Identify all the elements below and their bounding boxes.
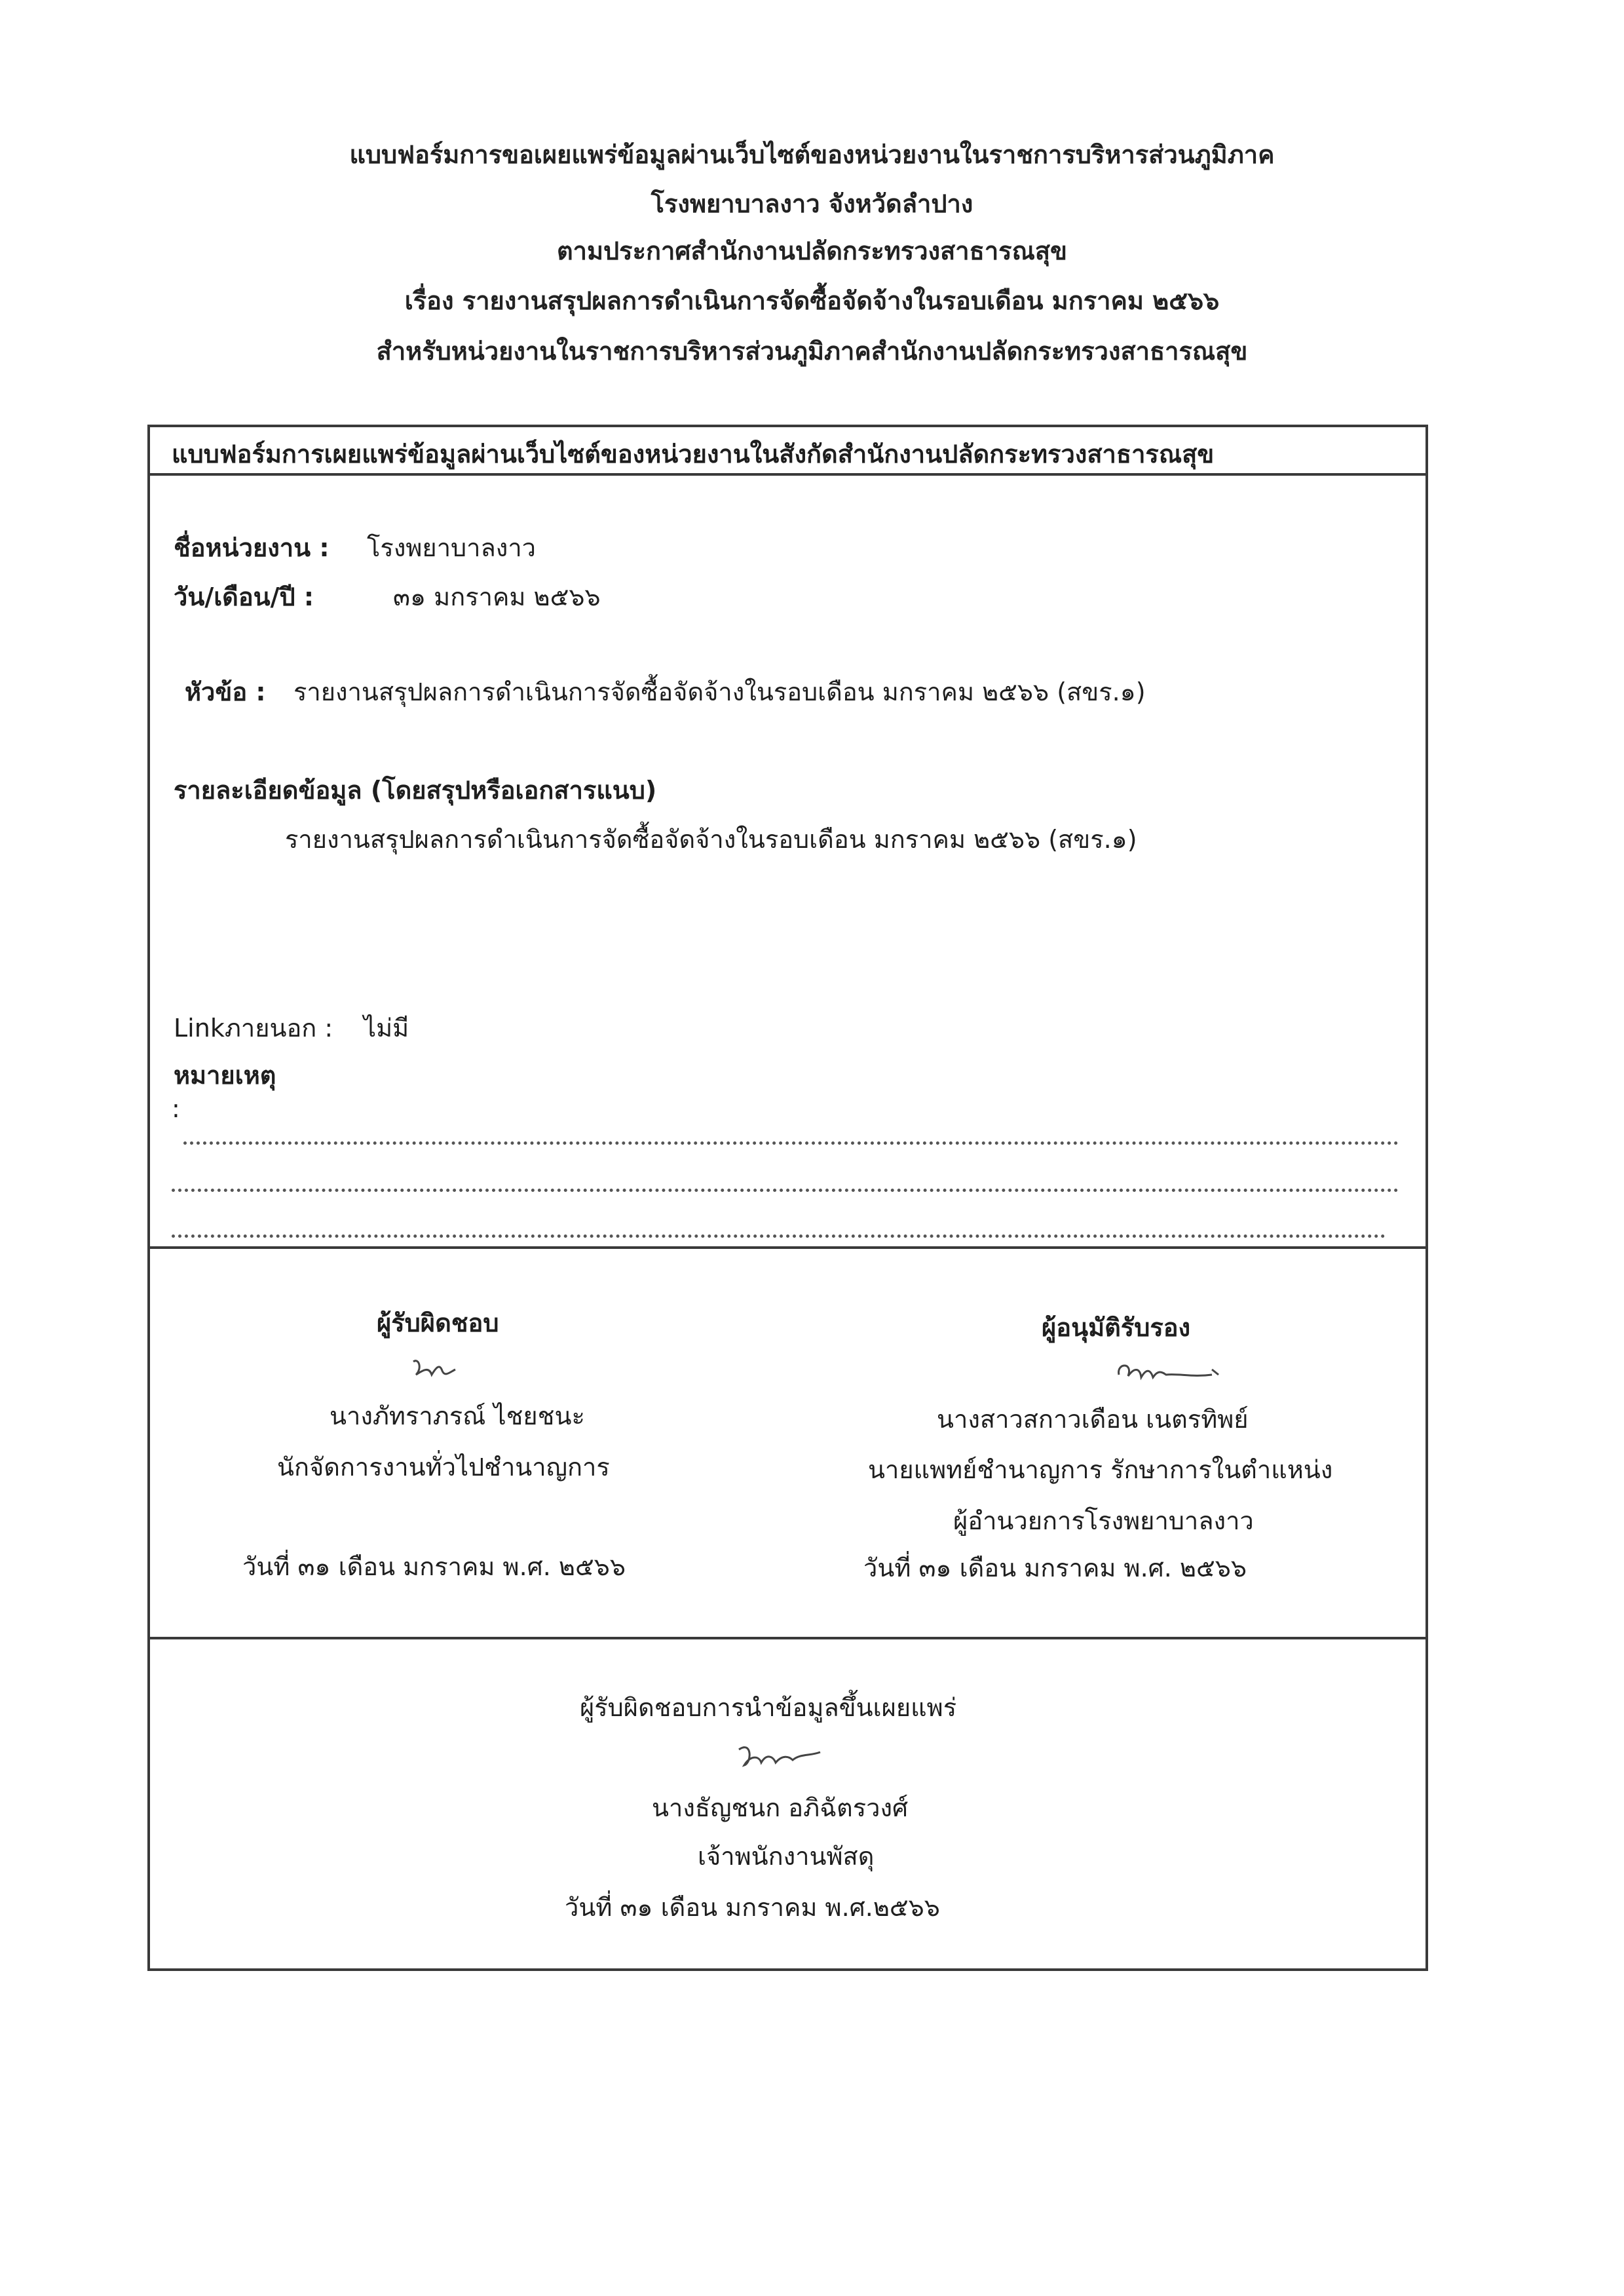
publisher-name: นางธัญชนก อภิฉัตรวงศ์ (652, 1793, 909, 1822)
remark-line-2 (172, 1189, 1399, 1192)
responsible-date: วันที่ ๓๑ เดือน มกราคม พ.ศ. ๒๕๖๖ (242, 1552, 626, 1581)
box-title: แบบฟอร์มการเผยแพร่ข้อมูลผ่านเว็บไซต์ของหน่วยงานในสังกัดสำนักงานปลัดกระทรวงสาธารณสุข (172, 440, 1215, 469)
detail-value: รายงานสรุปผลการดำเนินการจัดซื้อจัดจ้างในรอบเดือน มกราคม ๒๕๖๖ (สขร.๑) (285, 825, 1137, 854)
approver-signature (1114, 1355, 1232, 1388)
approver-heading: ผู้อนุมัติรับรอง (1042, 1313, 1191, 1342)
responsible-signature (409, 1355, 462, 1389)
link-label: Linkภายนอก : (174, 1014, 333, 1043)
detail-label: รายละเอียดข้อมูล (โดยสรุปหรือเอกสารแนบ) (174, 776, 657, 805)
remark-line-1 (183, 1141, 1399, 1145)
publisher-signature (732, 1736, 831, 1776)
header-line-3: ตามประกาศสำนักงานปลัดกระทรวงสาธารณสุข (556, 237, 1068, 265)
remark-colon: : (172, 1094, 180, 1123)
topic-value: รายงานสรุปผลการดำเนินการจัดซื้อจัดจ้างในรอบเดือน มกราคม ๒๕๖๖ (สขร.๑) (293, 678, 1146, 706)
responsible-name: นางภัทราภรณ์ ไชยชนะ (330, 1402, 585, 1430)
approver-position-1: นายแพทย์ชำนาญการ รักษาการในตำแหน่ง (868, 1455, 1333, 1484)
unit-label: ชื่อหน่วยงาน : (174, 533, 330, 562)
link-value: ไม่มี (364, 1014, 409, 1043)
publisher-heading: ผู้รับผิดชอบการนำข้อมูลขึ้นเผยแพร่ (580, 1693, 957, 1722)
topic-label: หัวข้อ : (185, 678, 266, 706)
date-value: ๓๑ มกราคม ๒๕๖๖ (393, 583, 601, 611)
publisher-date: วันที่ ๓๑ เดือน มกราคม พ.ศ.๒๕๖๖ (565, 1893, 940, 1922)
remark-line-3 (172, 1234, 1386, 1238)
approver-name: นางสาวสกาวเดือน เนตรทิพย์ (937, 1405, 1249, 1434)
approver-date: วันที่ ๓๑ เดือน มกราคม พ.ศ. ๒๕๖๖ (863, 1554, 1247, 1582)
responsible-heading: ผู้รับผิดชอบ (377, 1309, 499, 1337)
header-line-5: สำหรับหน่วยงานในราชการบริหารส่วนภูมิภาคสำนักงานปลัดกระทรวงสาธารณสุข (376, 337, 1248, 366)
header-line-2: โรงพยาบาลงาว จังหวัดลำปาง (651, 189, 973, 218)
publisher-position: เจ้าพนักงานพัสดุ (698, 1842, 875, 1871)
header-line-1: แบบฟอร์มการขอเผยแพร่ข้อมูลผ่านเว็บไซต์ของหน่วยงานในราชการบริหารส่วนภูมิภาค (349, 140, 1275, 169)
header-line-4: เรื่อง รายงานสรุปผลการดำเนินการจัดซื้อจัดจ้างในรอบเดือน มกราคม ๒๕๖๖ (404, 286, 1220, 315)
section-divider-2 (147, 1637, 1428, 1639)
date-label: วัน/เดือน/ปี : (174, 583, 314, 611)
remark-label: หมายเหตุ (174, 1061, 276, 1090)
responsible-position: นักจัดการงานทั่วไปชำนาญการ (277, 1453, 610, 1482)
approver-position-2: ผู้อำนวยการโรงพยาบาลงาว (953, 1506, 1254, 1535)
unit-value: โรงพยาบาลงาว (367, 533, 537, 562)
section-divider-1 (147, 1246, 1428, 1249)
